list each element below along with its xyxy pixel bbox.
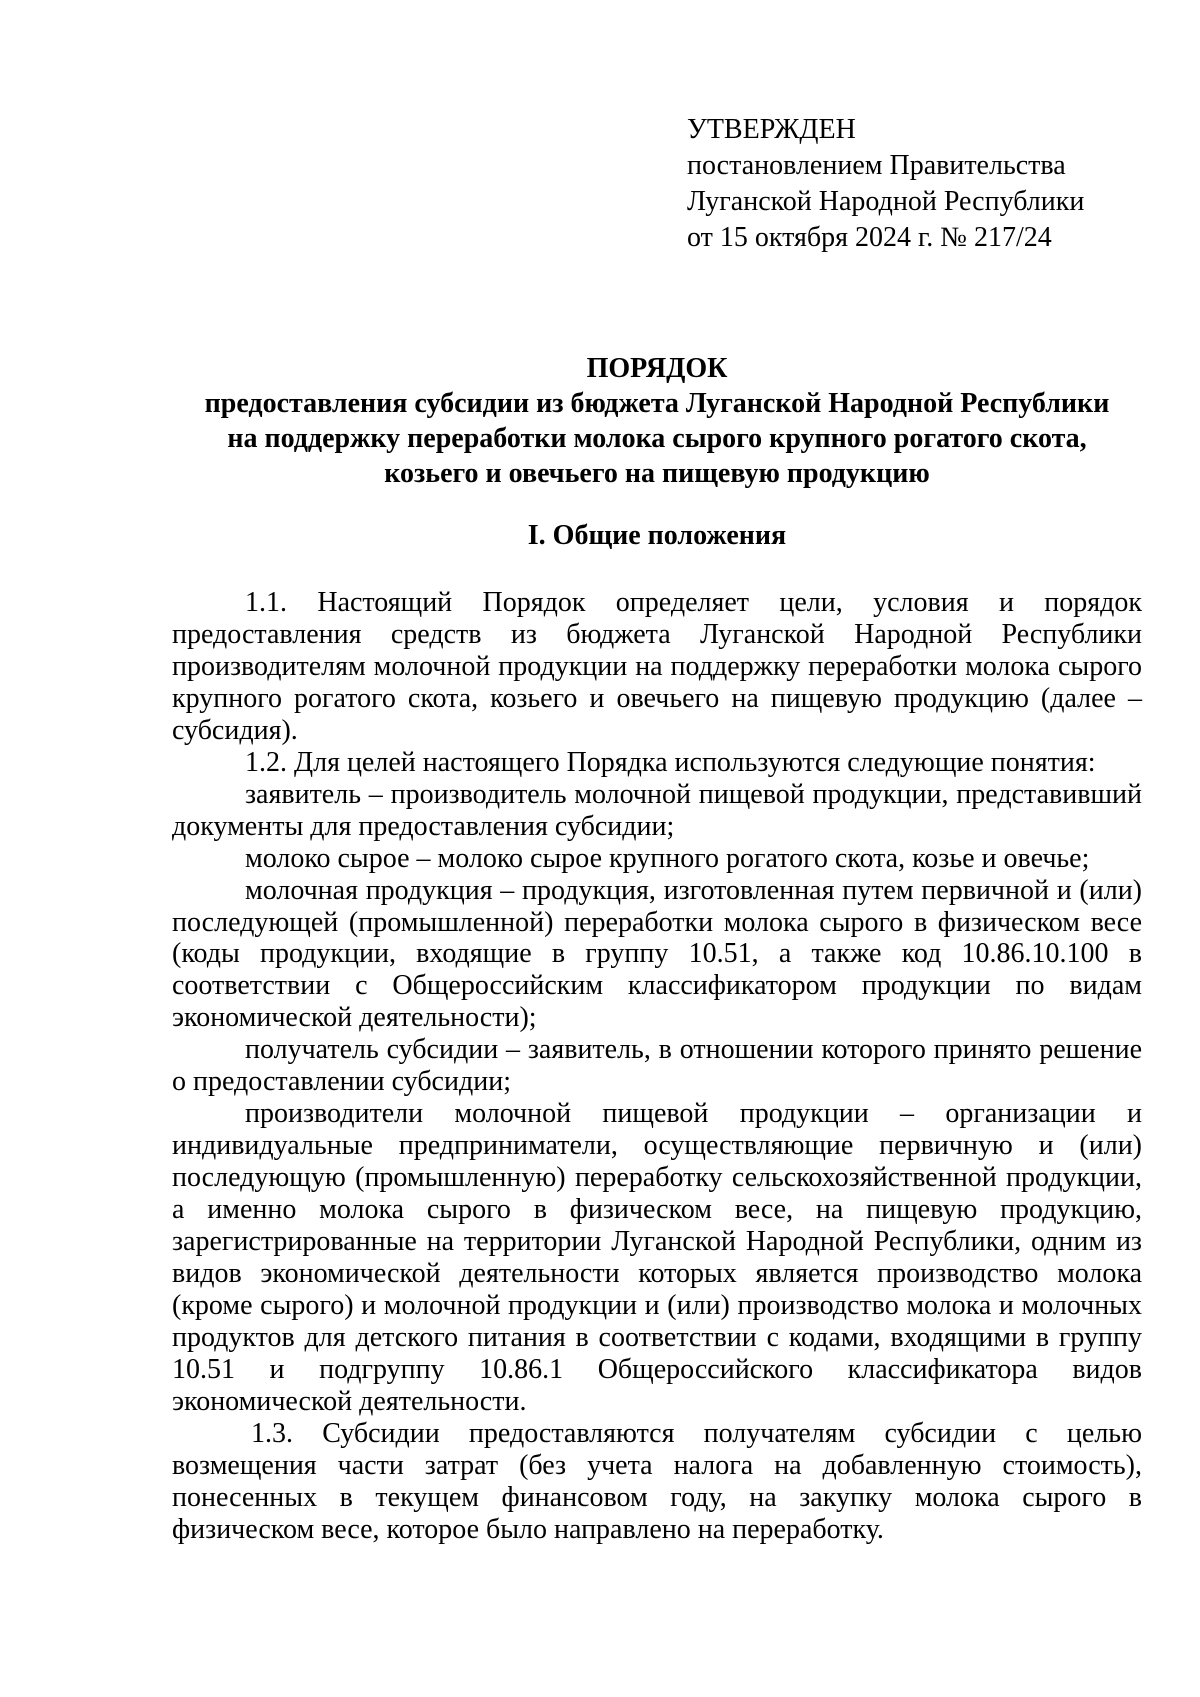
paragraph-1-2: 1.2. Для целей настоящего Порядка используются следующие понятия:: [245, 746, 1096, 778]
title-line-3: козьего и овечьего на пищевую продукцию: [384, 458, 930, 489]
title-line-2: на поддержку переработки молока сырого крупного рогатого скота,: [227, 423, 1087, 454]
paragraph-1-1: 1.1. Настоящий Порядок определяет цели, условия и порядок предоставления средств из бюджета Луганской Народной Республики производителям молочной продукции на поддержку переработки молока сырого крупного рогатого скота, козьего и овечьего на пищевую продукцию (далее – субсидия).: [172, 587, 1142, 746]
title-heading: ПОРЯДОК: [586, 353, 728, 384]
approval-republic-line: Луганской Народной Республики: [687, 186, 1085, 217]
title-line-1: предоставления субсидии из бюджета Луганской Народной Республики: [204, 388, 1110, 419]
definition-recipient: получатель субсидии – заявитель, в отношении которого принято решение о предоставлении субсидии;: [172, 1034, 1142, 1098]
approval-resolution-line: постановлением Правительства: [687, 150, 1066, 181]
definition-dairy-products: молочная продукция – продукция, изготовленная путем первичной и (или) последующей (промышленной) переработки молока сырого в физическом весе (коды продукции, входящие в группу 10.51, а также код 10.86.10.100 в соответствии с Общероссийским классификатором продукции по видам экономической деятельности);: [172, 874, 1142, 1034]
document-body: [172, 587, 1142, 1546]
definition-producers: производители молочной пищевой продукции – организации и индивидуальные предприниматели, осуществляющие первичную и (или) последующую (промышленную) переработку сельскохозяйственной продукции, а именно молока сырого в физическом весе, на пищевую продукцию, зарегистрированные на территории Луганской Народной Республики, одним из видов экономической деятельности которых является производство молока (кроме сырого) и молочной продукции и (или) производство молока и молочных продуктов для детского питания в соответствии с кодами, входящими в группу 10.51 и подгруппу 10.86.1 Общероссийского классификатора видов экономической деятельности.: [172, 1098, 1142, 1417]
approval-block: [687, 112, 1084, 256]
document-title: [172, 351, 1142, 491]
definition-raw-milk: молоко сырое – молоко сырое крупного рогатого скота, козье и овечье;: [245, 842, 1090, 874]
definition-applicant: заявитель – производитель молочной пищевой продукции, представивший документы для предоставления субсидии;: [172, 778, 1142, 842]
approval-heading: УТВЕРЖДЕН: [687, 114, 856, 145]
paragraph-1-3: 1.3. Субсидии предоставляются получателям субсидии с целью возмещения части затрат (без учета налога на добавленную стоимость), понесенных в текущем финансовом году, на закупку молока сырого в физическом весе, которое было направлено на переработку.: [172, 1417, 1142, 1545]
approval-date-line: от 15 октября 2024 г. № 217/24: [687, 222, 1052, 253]
section-title: I. Общие положения: [527, 520, 787, 551]
